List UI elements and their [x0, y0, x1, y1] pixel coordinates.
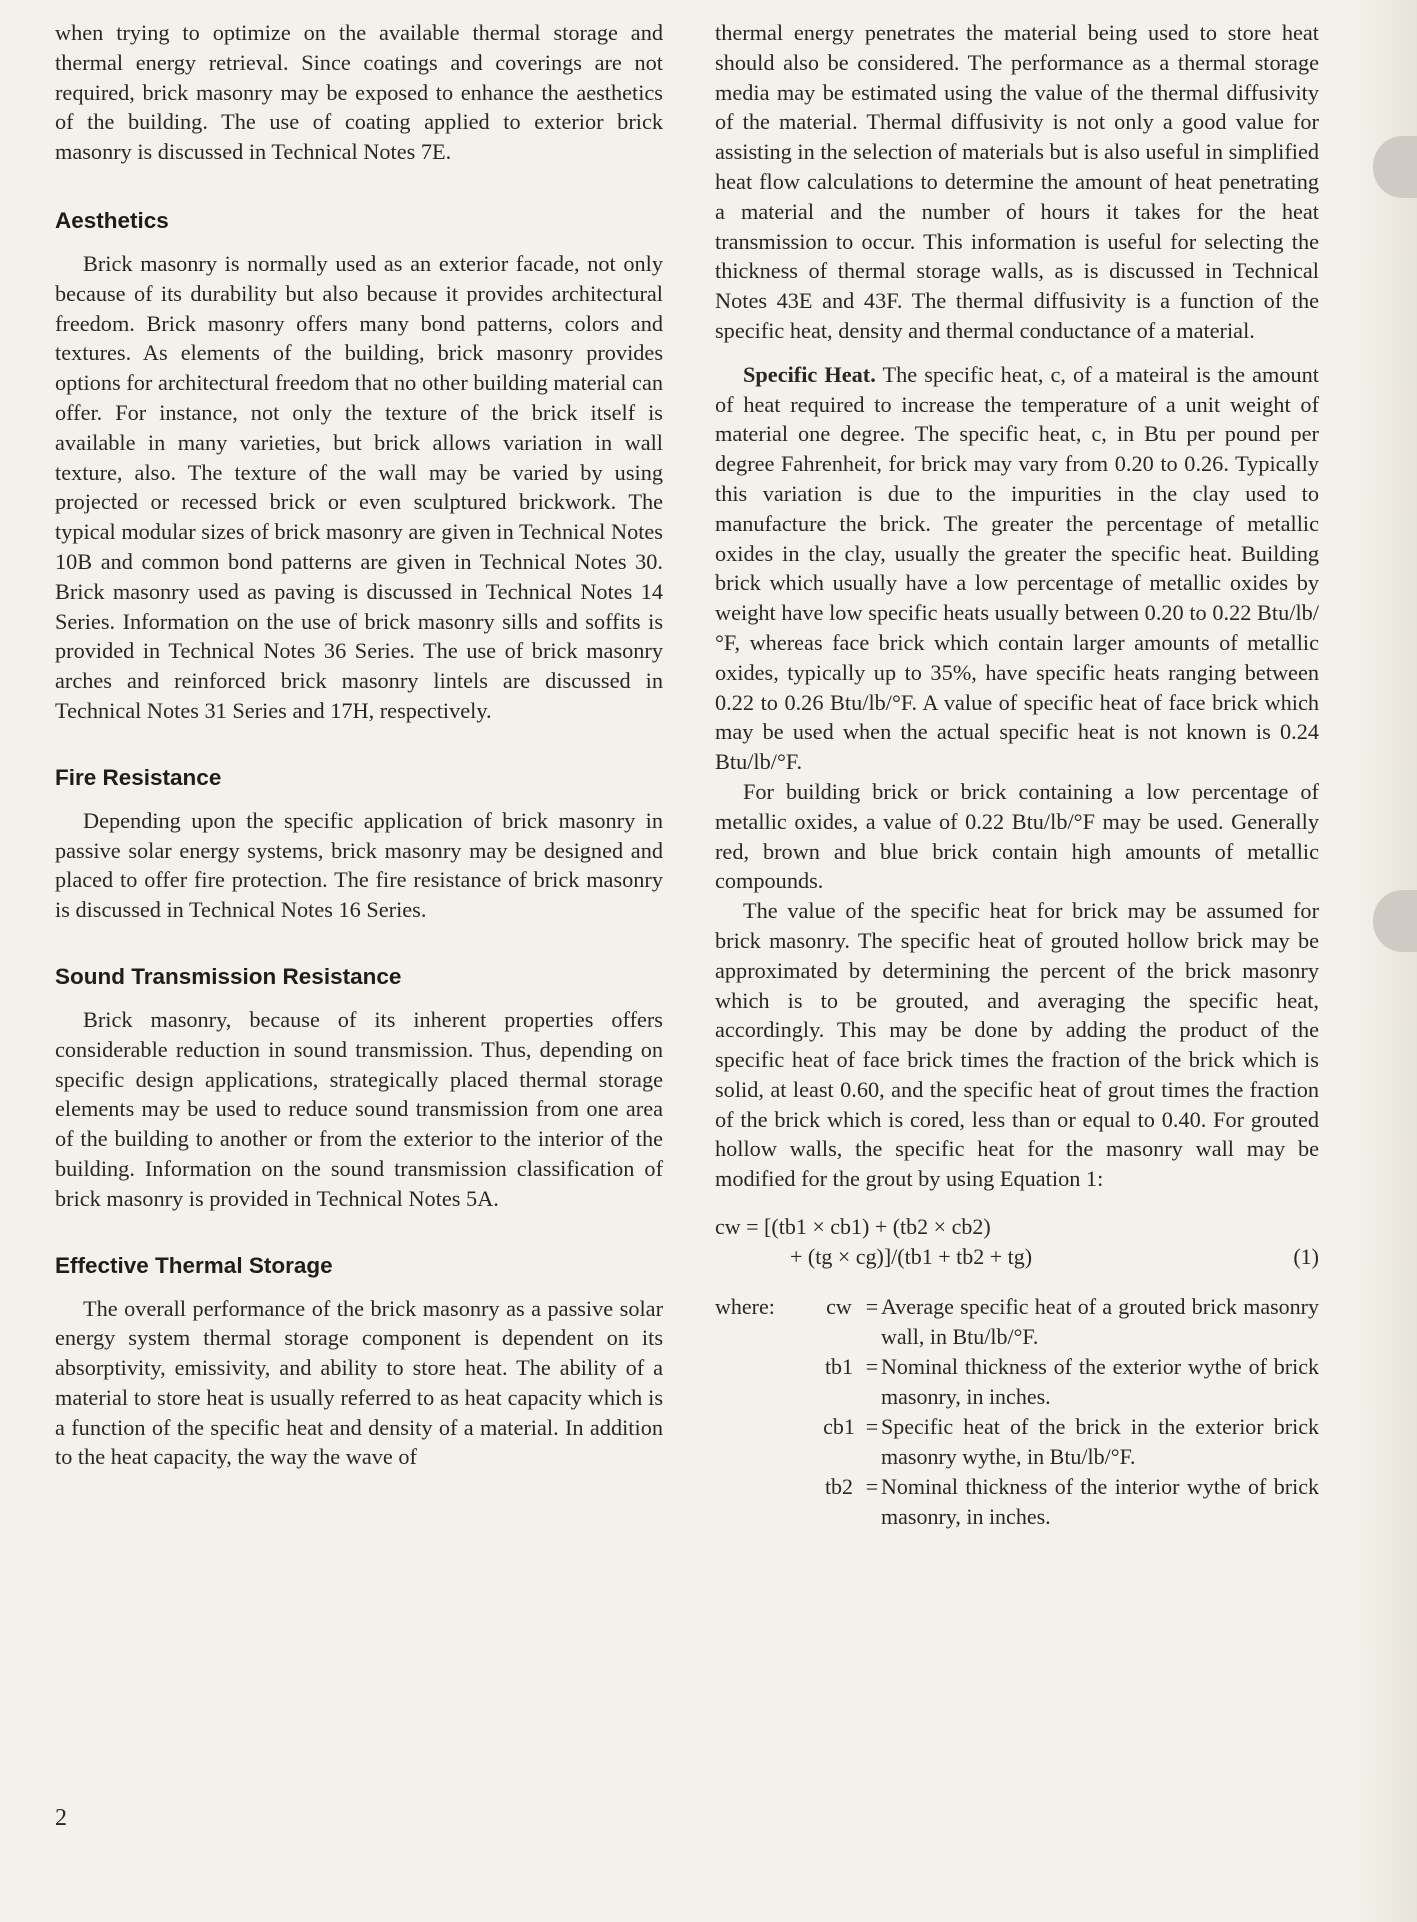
definition-symbol: tb1 [824, 1354, 854, 1380]
right-column [715, 18, 1319, 1532]
thermal-storage-paragraph: The overall performance of the brick masonry as a passive solar energy system thermal storage component is dependent on its absorptivity, emissivity, and ability to store heat. The ability of a material to store heat is usually referred to as heat capacity which is a function of the specific heat and density of a material. In addition to the heat capacity, the way the wave of [55, 1295, 663, 1470]
equation-line-2-wrap [715, 1242, 1319, 1272]
building-brick-paragraph: For building brick or brick containing a low percentage of metallic oxides, a value of 0.22 Btu/lb/°F may be used. Generally red, brown and blue brick contain high amounts of metallic compounds. [715, 778, 1319, 894]
left-column [55, 18, 663, 1472]
definition-text: Specific heat of the brick in the exterior brick masonry wythe, in Btu/lb/°F. [881, 1414, 1319, 1470]
definition-symbol: cb1 [823, 1414, 855, 1440]
definition-equals: = [865, 1354, 879, 1380]
sound-transmission-paragraph: Brick masonry, because of its inherent properties offers considerable reduction in sound transmission. Thus, depending on specific design applications, strategically placed thermal storage elements may be used to reduce sound transmission from one area of the building to another or from the exterior to the interior of the building. Information on the sound transmission classification of brick masonry is provided in Technical Notes 5A. [55, 1006, 663, 1211]
section-heading-thermal-storage: Effective Thermal Storage [55, 1252, 333, 1278]
definition-equals: = [865, 1414, 879, 1440]
equation-line-1: cw = [(tb1 × cb1) + (tb2 × cb2) [715, 1214, 991, 1240]
equation-number: (1) [1293, 1244, 1319, 1270]
equation-1 [715, 1212, 1319, 1272]
specific-heat-paragraph [715, 360, 1319, 777]
aesthetics-paragraph: Brick masonry is normally used as an exterior facade, not only because of its durability but also because it provides architectural freedom. Brick masonry offers many bond patterns, colors and textures. As elements of the building, brick masonry provides options for architectural freedom that no other building material can offer. For instance, not only the texture of the brick itself is available in many varieties, but brick allows variation in wall texture, also. The texture of the wall may be varied by using projected or recessed brick or even sculptured brickwork. The typical modular sizes of brick masonry are given in Technical Notes 10B and common bond patterns are given in Technical Notes 30. Brick masonry used as paving is discussed in Technical Notes 14 Series. Information on the use of brick masonry sills and soffits is provided in Technical Notes 36 Series. The use of brick masonry arches and reinforced brick masonry lintels are discussed in Technical Notes 31 Series and 17H, respectively. [55, 250, 663, 723]
definition-symbol: cw [826, 1294, 852, 1320]
specific-heat-text: The specific heat, c, of a mateiral is the amount of heat required to increase the temperature of a unit weight of material one degree. The specific heat, c, in Btu per pound per degree Fahrenheit, for brick may vary from 0.20 to 0.26. Typically this variation is due to the impurities in the clay used to manufacture the brick. The greater the percentage of metallic oxides in the clay, usually the greater the specific heat. Building brick which usually have a low percentage of metallic oxides by weight have low specific heats usually between 0.20 to 0.22 Btu/lb/°F, whereas face brick which contain larger amounts of metallic oxides, typically up to 35%, have specific heats ranging between 0.22 to 0.26 Btu/lb/°F. A value of specific heat of face brick which may be used when the actual specific heat is not known is 0.24 Btu/lb/°F. [715, 361, 1319, 775]
equation-line-2: + (tg × cg)]/(tb1 + tb2 + tg) [790, 1244, 1033, 1270]
definition-symbol: tb2 [824, 1474, 854, 1500]
definition-text: Average specific heat of a grouted brick masonry wall, in Btu/lb/°F. [881, 1294, 1319, 1350]
definition-equals: = [865, 1294, 879, 1320]
specific-heat-runin: Specific Heat. [743, 361, 876, 387]
definition-equals: = [865, 1474, 879, 1500]
continuation-paragraph: thermal energy penetrates the material being used to store heat should also be considered. The performance as a thermal storage media may be estimated using the value of the thermal diffusivity of the material. Thermal diffusivity is not only a good value for assisting in the selection of materials but is also useful in simplified heat flow calculations to determine the amount of heat penetrating a material and the number of hours it takes for the heat transmission to occur. This information is useful for selecting the thickness of thermal storage walls, as is discussed in Technical Notes 43E and 43F. The thermal diffusivity is a function of the specific heat, density and thermal conductance of a material. [715, 20, 1319, 343]
variable-definitions [715, 1292, 1319, 1532]
section-heading-sound-transmission: Sound Transmission Resistance [55, 963, 402, 989]
definition-text: Nominal thickness of the exterior wythe of brick masonry, in inches. [881, 1354, 1319, 1410]
where-label: where: [715, 1294, 775, 1320]
section-heading-aesthetics: Aesthetics [55, 207, 169, 233]
page-number: 2 [55, 1805, 67, 1831]
definition-text: Nominal thickness of the interior wythe of brick masonry, in inches. [881, 1474, 1319, 1530]
grouted-paragraph: The value of the specific heat for brick may be assumed for brick masonry. The specific heat of grouted hollow brick may be approximated by determining the percent of the brick masonry which is to be grouted, and averaging the specific heat, accordingly. This may be done by adding the product of the specific heat of face brick times the fraction of the brick which is solid, at least 0.60, and the specific heat of grout times the fraction of the brick which is cored, less than or equal to 0.40. For grouted hollow walls, the specific heat for the masonry wall may be modified for the grout by using Equation 1: [715, 898, 1319, 1192]
scan-edge-shading [1357, 0, 1417, 1922]
fire-resistance-paragraph: Depending upon the specific application of brick masonry in passive solar energy systems, brick masonry may be designed and placed to offer fire protection. The fire resistance of brick masonry is discussed in Technical Notes 16 Series. [55, 807, 663, 923]
intro-paragraph: when trying to optimize on the available thermal storage and thermal energy retrieval. Since coatings and coverings are not required, brick masonry may be exposed to enhance the aesthetics of the building. The use of coating applied to exterior brick masonry is discussed in Technical Notes 7E. [55, 20, 663, 165]
section-heading-fire-resistance: Fire Resistance [55, 764, 222, 790]
